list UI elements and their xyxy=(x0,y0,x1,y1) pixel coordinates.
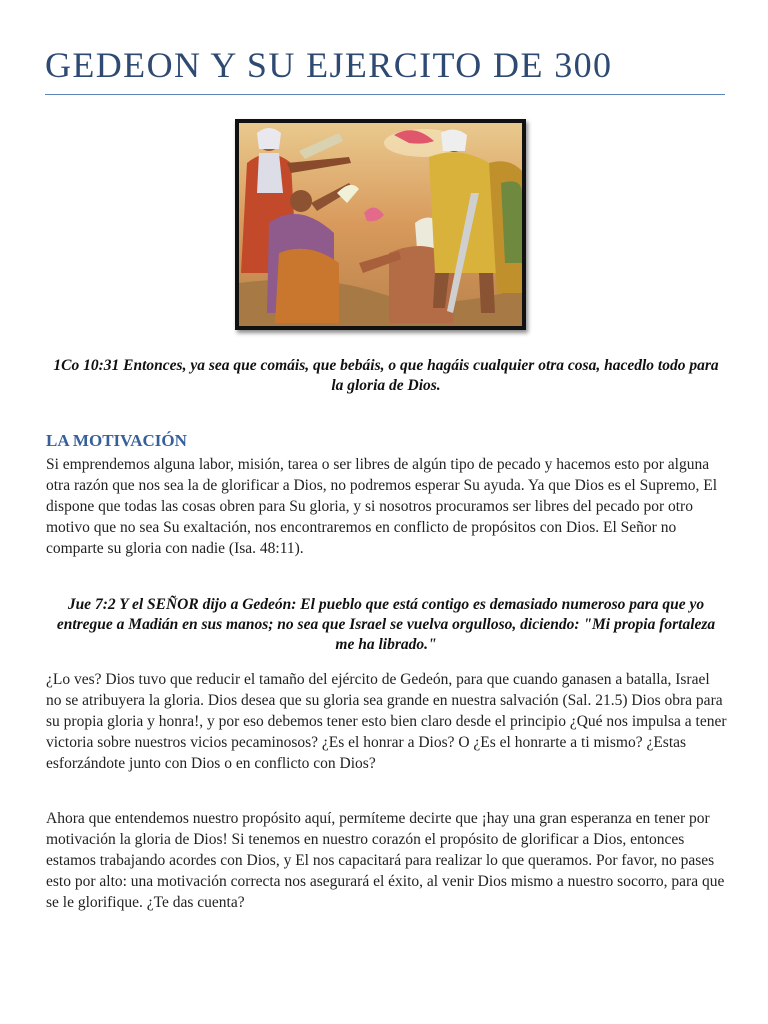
title-divider xyxy=(45,94,725,95)
section-heading-motivacion: LA MOTIVACIÓN xyxy=(46,431,187,450)
verse-1co-10-31: 1Co 10:31 Entonces, ya sea que comáis, que bebáis, o que hagáis cualquier otra cosa, hacedlo todo para la gloria de Dios. xyxy=(53,357,719,394)
illustration-artwork xyxy=(239,123,522,326)
page-title: GEDEON Y SU EJERCITO DE 300 xyxy=(45,45,613,85)
paragraph-3: Ahora que entendemos nuestro propósito aquí, permíteme decirte que ¡hay una gran esperanza en tener por motivación la gloria de Dios! Si tenemos en nuestro corazón el propósito de glorificar a Dios, entonces estamos trabajando acordes con Dios, y El nos capacitará para realizar lo que queramos. Por favor, no pases esto por alto: una motivación correcta nos asegurará el éxito, al venir Dios mismo a nuestro socorro, para que se le glorifique. ¿Te das cuenta? xyxy=(46,810,725,911)
paragraph-2: ¿Lo ves? Dios tuvo que reducir el tamaño del ejército de Gedeón, para que cuando ganasen a batalla, Israel no se atribuyera la gloria. Dios desea que su gloria sea grande en nuestra salvación (Sal. 21.5) Dios obra para su propia gloria y honra!, y por eso debemos tener esto bien claro desde el principio ¿Qué nos impulsa a tener victoria sobre nuestros vicios pecaminosos? ¿Es el honrar a Dios? O ¿Es el honrarte a ti mismo? ¿Estas esforzándote junto con Dios o en conflicto con Dios? xyxy=(46,671,727,772)
paragraph-1: Si emprendemos alguna labor, misión, tarea o ser libres de algún tipo de pecado y hacemos esto por alguna otra razón que nos sea la de glorificar a Dios, no podremos esperar Su ayuda. Ya que Dios es el Supremo, El dispone que todas las cosas obren para Su gloria, y si nosotros procuramos ser libres del pecado por otro motivo que no sea Su exaltación, nos encontraremos en conflicto de propósitos con Dios. El Señor no comparte su gloria con nadie (Isa. 48:11). xyxy=(46,456,718,557)
verse-jue-7-2: Jue 7:2 Y el SEÑOR dijo a Gedeón: El pueblo que está contigo es demasiado numeroso para que yo entregue a Madián en sus manos; no sea que Israel se vuelva orgulloso, diciendo: "Mi propia fortaleza me ha librado." xyxy=(56,596,716,653)
gideon-army-illustration xyxy=(235,119,526,330)
